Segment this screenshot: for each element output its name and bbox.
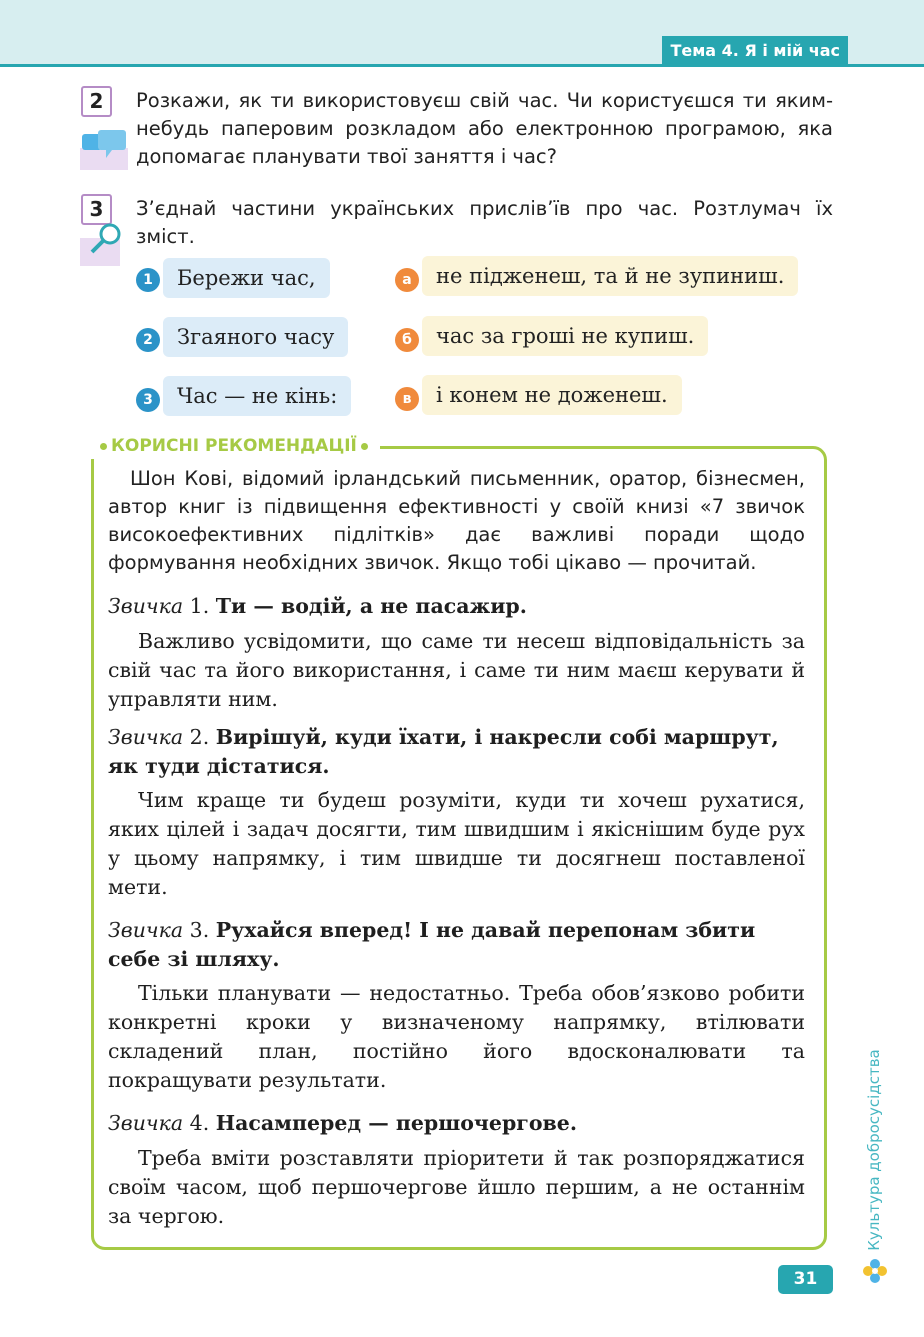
marker-2: 2 <box>136 328 160 352</box>
marker-v: в <box>395 387 419 411</box>
recommendations-heading <box>88 433 380 459</box>
task-number: 2 <box>81 86 112 117</box>
marker-a: а <box>395 268 419 292</box>
habit-1-title: Звичка 1. Ти — водій, а не пасажир. <box>108 594 527 618</box>
task-text: З’єднай частини українських прислів’їв про час. Розтлумач їх зміст. <box>136 197 833 248</box>
heading-text: КОРИСНІ РЕКОМЕНДАЦІЇ <box>111 436 357 456</box>
bullet-dot <box>100 443 107 450</box>
speech-bubbles-icon <box>80 128 130 172</box>
bullet-dot <box>361 443 368 450</box>
marker-3: 3 <box>136 388 160 412</box>
recommendations-intro: Шон Кові, відомий ірландський письменник, оратор, бізнесмен, автор книг із підвищення ефективності у своїй книзі «7 звичок високоефективних підлітків» дає важливі поради щодо формування необхідних звичок. Якщо тобі цікаво — прочитай. <box>108 467 805 574</box>
flower-icon <box>862 1258 888 1284</box>
side-text: Культура добросусідства <box>865 1049 883 1251</box>
side-section-label <box>860 1050 888 1250</box>
topic-label: Тема 4. Я і мій час <box>662 36 848 66</box>
habit-1-text: Важливо усвідомити, що саме ти несеш відповідальність за свій час та його використання, і саме ти ним маєш керувати й управляти ним. <box>108 629 805 711</box>
proverb-start-3: Час — не кінь: <box>163 376 351 416</box>
proverb-end-v: і конем не доженеш. <box>422 375 682 415</box>
habit-4-text: Треба вміти розставляти пріоритети й так розпоряджатися своїм часом, щоб першочергове йшло першим, а не останнім за чергою. <box>108 1146 805 1228</box>
habit-4-title: Звичка 4. Насамперед — першочергове. <box>108 1111 577 1135</box>
proverb-end-b: час за гроші не купиш. <box>422 316 708 356</box>
habit-3-title: Звичка 3. Рухайся вперед! І не давай перепонам збити себе зі шляху. <box>108 918 756 971</box>
proverb-end-a: не підженеш, та й не зупиниш. <box>422 256 798 296</box>
proverb-start-2: Згаяного часу <box>163 317 348 357</box>
task-number: 3 <box>81 194 112 225</box>
page-number: 31 <box>778 1265 833 1294</box>
habit-2-title: Звичка 2. Вирішуй, куди їхати, і накресли собі маршрут, як туди дістатися. <box>108 725 779 778</box>
proverb-start-1: Бережи час, <box>163 258 330 298</box>
magnifier-icon <box>80 222 126 268</box>
habit-3-text: Тільки планувати — недостатньо. Треба обов’язково робити конкретні кроки у визначеному напрямку, втілювати складений план, постійно його вдосконалювати та покращувати результати. <box>108 981 805 1092</box>
habit-2-text: Чим краще ти будеш розуміти, куди ти хочеш рухатися, яких цілей і задач досягти, тим швидшим і якіснішим буде рух у цьому напрямку, і тим швидше ти досягнеш поставленої мети. <box>108 788 805 899</box>
marker-b: б <box>395 328 419 352</box>
task-text: Розкажи, як ти використовуєш свій час. Чи користуєшся ти яким-небудь паперовим розкладом або електронною програмою, яка допомагає планувати твої заняття і час? <box>136 89 833 168</box>
marker-1: 1 <box>136 268 160 292</box>
